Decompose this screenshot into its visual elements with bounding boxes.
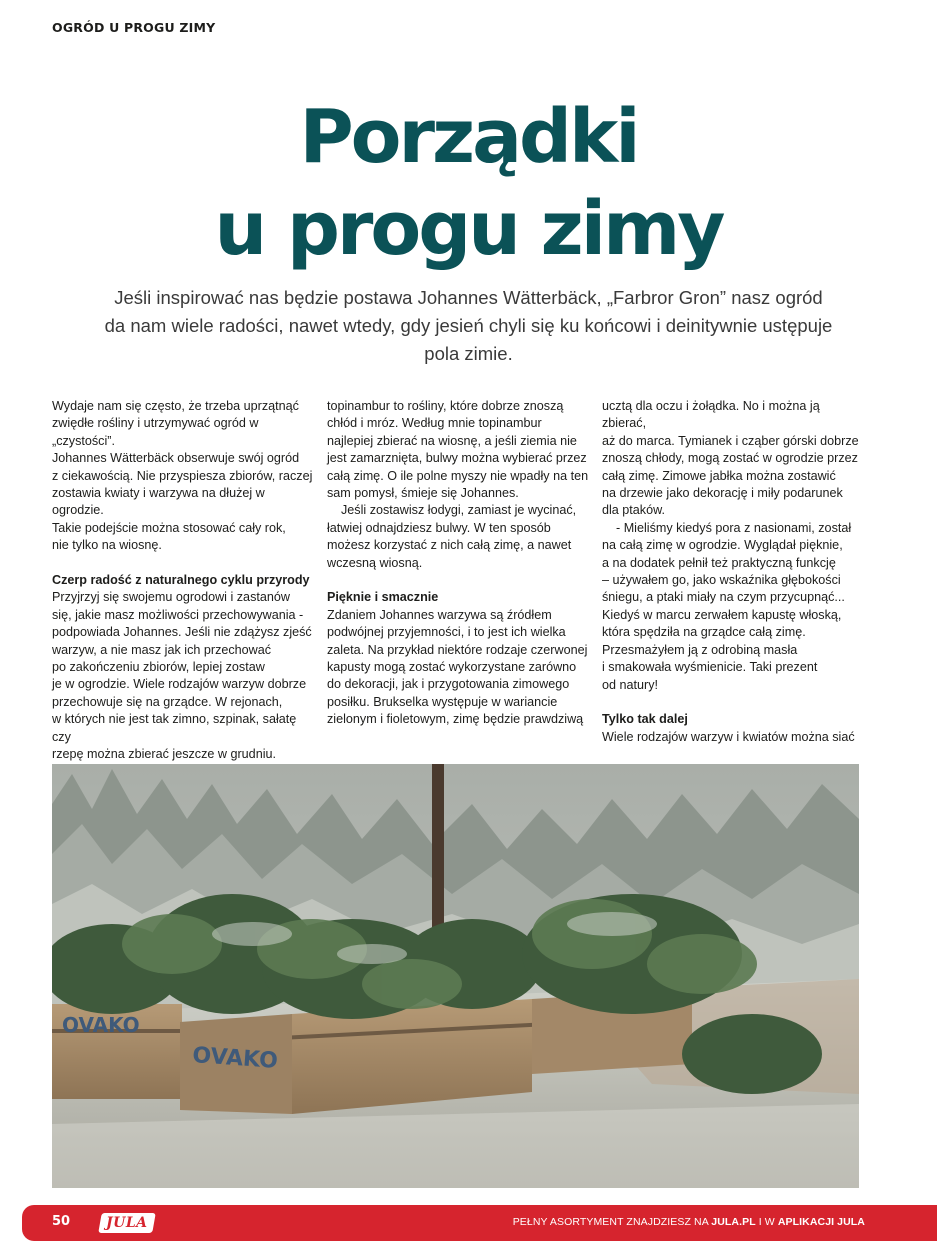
text-line: posiłku. Brukselka występuje w wariancie [327,694,558,709]
text-line: zwiędłe rośliny i utrzymywać ogród w „czystości”. [52,416,259,448]
text-line: Przyjrzyj się swojemu ogrodowi i zastanów [52,590,290,605]
section-label: OGRÓD U PROGU ZIMY [52,20,216,35]
page-footer [22,1205,937,1241]
text-line: zostawia kwiaty i warzywa na dłużej w ogrodzie. [52,486,265,518]
page-title-line-1: Porządki [299,94,638,180]
text-line: się, jakie masz możliwości przechowywania - [52,607,304,622]
text-line: Przesmażyłem ją z odrobiną masła [602,642,798,657]
footer-app-link[interactable]: APLIKACJI JULA [777,1216,865,1228]
text-line: całą zimę. Zimowe jabłka można zostawić [602,468,836,483]
text-line: Kiedyś w marcu zerwałem kapustę włoską, [602,607,842,622]
text-line: warzyw, a nie masz jak ich przechować [52,642,272,657]
text-line: przechowuje się na grządce. W rejonach, [52,694,283,709]
text-line: do dekoracji, jak i przygotowania zimowego [327,677,570,692]
text-line: je w ogrodzie. Wiele rodzajów warzyw dobrze [52,677,307,692]
text-line: wczesną wiosną. [327,555,423,570]
lead-line: da nam wiele radości, nawet wtedy, gdy jesień chyli się ku końcowi i deinitywnie ustępuje [104,315,833,336]
jula-logo [98,1213,156,1233]
text-line: Jeśli zostawisz łodygi, zamiast je wycinać, [341,503,577,518]
text-line: znoszą chłody, mogą zostać w ogrodzie przez [602,451,858,466]
text-line: Wydaje nam się często, że trzeba uprzątnąć [52,399,299,413]
text-line: – używałem go, jako wskaźnika głębokości [602,573,841,588]
subheading: Pięknie i smacznie [327,590,439,605]
text-line: kapusty mogą zostać wykorzystane zarówno [327,660,577,675]
article-column-3 [602,398,864,746]
text-line: możesz korzystać z nich całą zimę, a nawet [327,538,572,553]
text-line: zaleta. Na przykład niektóre rodzaje czerwonej [327,642,588,657]
footer-text-prefix: PEŁNY ASORTYMENT ZNAJDZIESZ NA [512,1216,712,1228]
text-line: ucztą dla oczu i żołądka. No i można ją zbierać, [602,399,820,431]
text-line: topinambur to rośliny, które dobrze znoszą [327,399,564,413]
text-line: nie tylko na wiosnę. [52,538,162,553]
text-line: sam pomysł, śmieje się Johannes. [327,486,519,501]
article-column-1 [52,398,314,781]
text-line: łatwiej odnajdziesz bulwy. W ten sposób [327,520,551,535]
text-line: i smakowała wyśmienicie. Taki prezent [602,660,818,675]
article-column-2 [327,398,589,729]
text-line: jest zamarznięta, bulwy można wybierać przez [327,451,587,466]
lead-line: Jeśli inspirować nas będzie postawa Johannes Wätterbäck, „Farbror Gron” nasz ogród [114,287,823,308]
garden-photo [52,764,859,1188]
text-line: Zdaniem Johannes warzywa są źródłem [327,607,552,622]
text-line: w których nie jest tak zimno, szpinak, sałatę czy [52,712,297,744]
text-line: całą zimę. O ile polne myszy nie wpadły na ten [327,468,589,483]
text-line: chłód i mróz. Według mnie topinambur [327,416,542,431]
logo-text: JULA [106,1215,148,1231]
text-line: śniegu, a ptaki miały na czym przycupnąć... [602,590,845,605]
footer-text-middle: I W [755,1216,778,1228]
text-line: Johannes Wätterbäck obserwuje swój ogród [52,451,300,466]
text-line: aż do marca. Tymianek i cząber górski dobrze [602,433,859,448]
text-line: która spędziła na grządce całą zimę. [602,625,806,640]
text-line: podwójnej przyjemności, i to jest ich wielka [327,625,566,640]
subheading: Czerp radość z naturalnego cyklu przyrody [52,573,310,588]
crate-label: OVAKO [62,1013,140,1037]
lead-paragraph [90,284,847,368]
lead-line: pola zimie. [424,343,513,364]
footer-text [513,1216,865,1228]
text-line: z ciekawością. Nie przyspiesza zbiorów, raczej [52,468,313,483]
page-title-line-2: u progu zimy [214,186,723,272]
subheading: Tylko tak dalej [602,712,688,727]
text-line: - Mieliśmy kiedyś pora z nasionami, został [616,520,852,535]
text-line: Takie podejście można stosować cały rok, [52,520,286,535]
text-line: rzepę można zbierać jeszcze w grudniu. [52,747,276,762]
crate-label: OVAKO [191,1043,279,1074]
text-line: po zakończeniu zbiorów, lepiej zostaw [52,660,265,675]
text-line: Wiele rodzajów warzyw i kwiatów można siać [602,729,855,744]
text-line: od natury! [602,677,659,692]
page-number: 50 [52,1214,71,1229]
text-line: podpowiada Johannes. Jeśli nie zdążysz zjeść [52,625,312,640]
text-line: a na dodatek pełnił też praktyczną funkcję [602,555,836,570]
text-line: najlepiej zbierać na wiosnę, a jeśli ziemia nie [327,433,577,448]
text-line: na całą zimę w ogrodzie. Wyglądał pięknie, [602,538,843,553]
text-line: dla ptaków. [602,503,666,518]
text-line: zielonym i fioletowym, zimę będzie prawdziwą [327,712,584,727]
footer-site-link[interactable]: JULA.PL [711,1216,756,1228]
text-line: na drzewie jako dekorację i miły podarunek [602,486,843,501]
